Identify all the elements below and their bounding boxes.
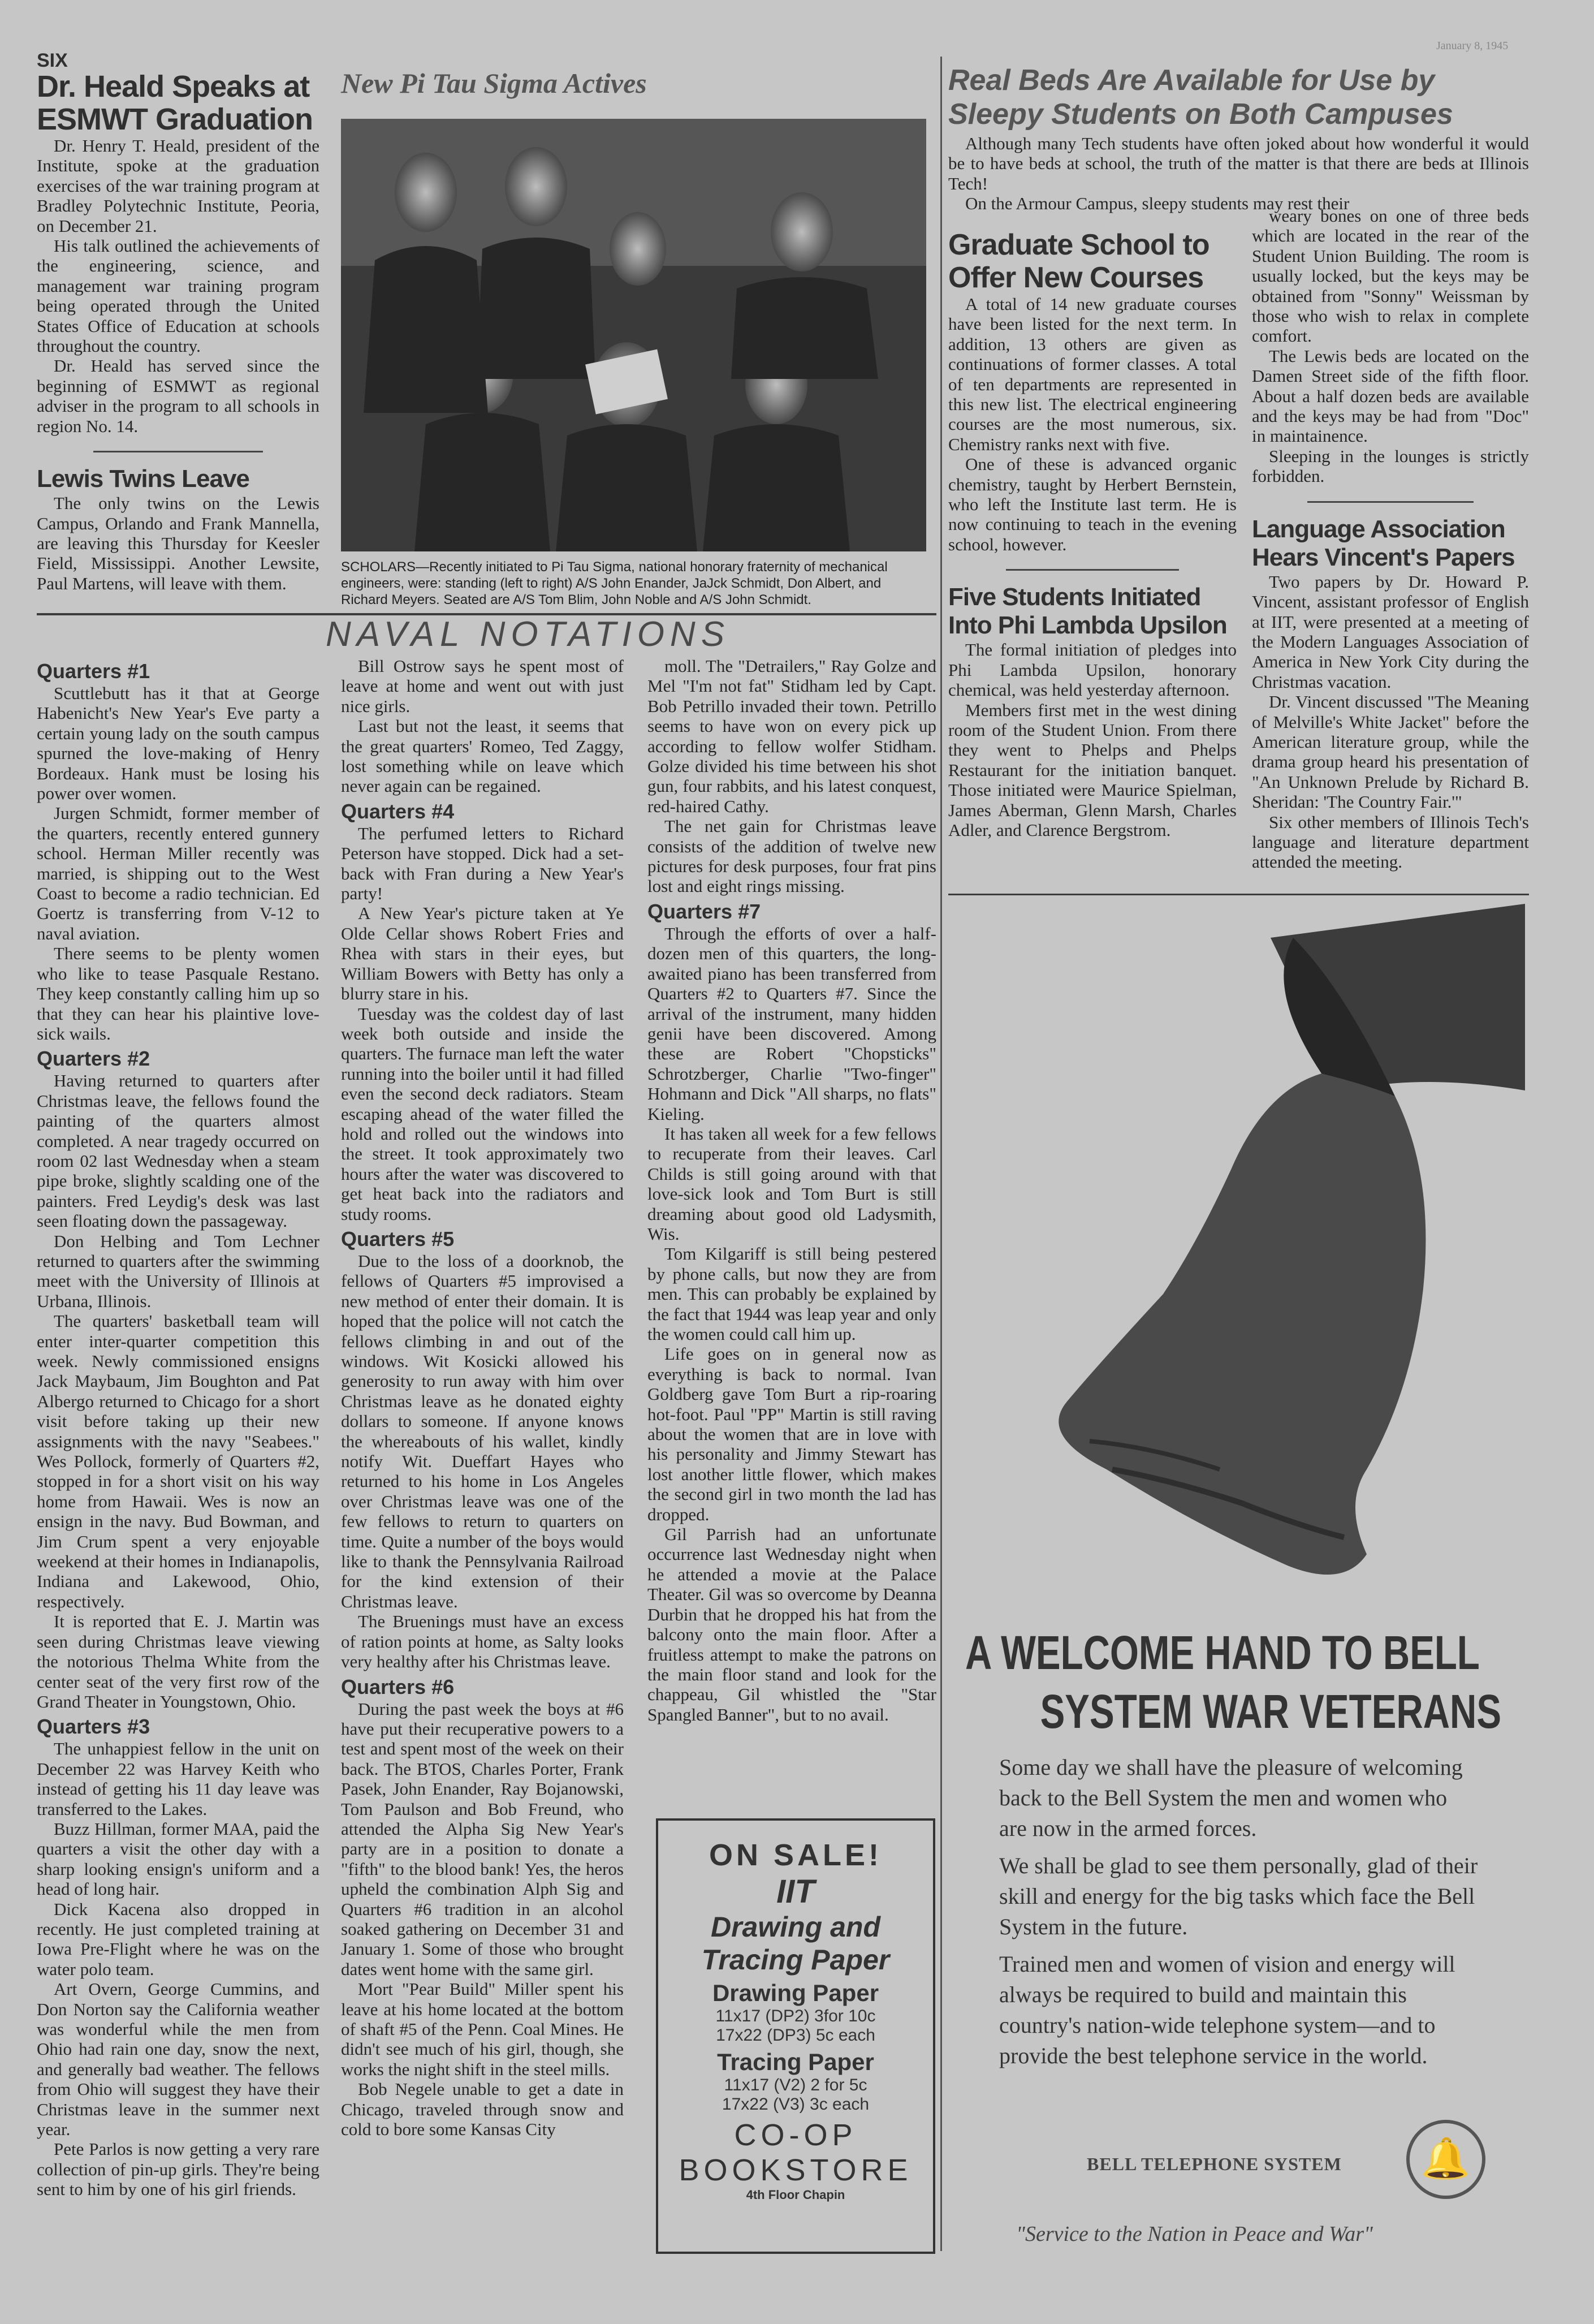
right-col-a [948,228,1237,840]
price-line: 17x22 (V3) 3c each [722,2095,870,2114]
drawing-heading: Drawing Paper [712,1980,879,2006]
paragraph: The quarters' basketball team will enter inter-quarter competition this week. Newly commissioned ensigns Jack Maybaum, Jim Boughton and Pat Albergo returned to Chicago for a short visit before taking up their new assignments with the navy "Seabees." Wes Pollock, formerly of Quarters #2, stopped in for a short visit on his way home from Hawaii. Wes is now an ensign in the navy. Bud Bowman, and Jim Crum spent a very enjoyable weekend at their homes in Indianapolis, Indiana and Lakewood, Ohio, respectively. [37,1311,319,1611]
paragraph: Bob Negele unable to get a date in Chicago, traveled through snow and cold to bore some Kansas City [341,2079,624,2140]
paragraph: Jurgen Schmidt, former member of the quarters, recently entered gunnery school. Herman Miller recently was married, is shipping out to the West Coast to become a radio technician. Ed Goertz is transferring from V-12 to naval aviation. [37,803,319,943]
paragraph: Buzz Hillman, former MAA, paid the quarters a visit the other day with a sharp looking ensign's uniform and a head of long hair. [37,1818,319,1899]
paragraph: On the Armour Campus, sleepy students may rest their [965,193,1350,214]
paragraph: A total of 14 new graduate courses have been listed for the next term. In addition, 13 others are given as continuations of former classes. A total of ten departments are represented in this new list. The electrical engineering courses are the most numerous, six. Chemistry ranks next with five. [948,294,1237,454]
paragraph: Art Overn, George Cummins, and Don Norton say the California weather was wonderful while the men from Ohio had rain one day, snow the next, and generally bad weather. The fellows from Ohio will suggest they have their Christmas leave in the summer next year. [37,1979,319,2140]
paragraph: A New Year's picture taken at Ye Olde Cellar shows Robert Fries and Rhea with stars in their eyes, but William Bowers with Betty has only a blurry stare in his. [341,903,624,1004]
beds-intro [948,133,1529,214]
graduate-headline: Graduate School to Offer New Courses [948,228,1209,294]
language-headline: Language Association Hears Vincent's Papers [1252,515,1515,571]
divider [1006,569,1179,571]
paragraph: Mort "Pear Build" Miller spent his leave at his home located at the bottom of shaft #5 of the Penn. Coal Mines. He didn't see much of his girl, though, she works the night shift in the steel mills. [341,1979,624,2079]
phi-headline: Five Students Initiated Into Phi Lambda Upsilon [948,583,1227,640]
heald-headline: Dr. Heald Speaks at ESMWT Graduation [37,70,313,136]
paragraph: Dr. Henry T. Heald, president of the Institute, spoke at the graduation exercises of the war training program at Bradley Polytechnic Institute, Peoria, on December 21. [37,136,319,236]
paragraph: Tuesday was the coldest day of last week both outside and inside the quarters. The furnace man left the water running into the boiler until it had filled even the second deck radiators. Steam escaping ahead of the water filled the hold and rolled out the windows into the street. It took approximately two hours after the water was discovered to get heat back into the radiators and study rooms. [341,1003,624,1224]
bell-headline [965,1623,1525,1741]
page-number: SIX [37,50,68,71]
section-heading: Quarters #2 [37,1047,150,1071]
pi-tau-sigma-photo [341,119,926,551]
brand-label: IIT [776,1873,815,1910]
paragraph: During the past week the boys at #6 have put their recuperative powers to a test and spent most of the week on their back. The BTOS, Charles Porter, Frank Pasek, John Enander, Ray Bojanowski, Tom Paulson and Bob Freund, who attended the Alpha Sig New Year's party are in a position to donate a "fifth" to the blood bank! Yes, the heros upheld the combination Alph Sig and Quarters #6 tradition in an alcohol soaked gathering on December 31 and January 1. Some of those who brought dates went home with the same girl. [341,1698,624,1979]
paragraph: Having returned to quarters after Christmas leave, the fellows found the painting of the quarters almost completed. A near tragedy occurred on room 02 last Wednesday when a steam pipe broke, slightly scalding one of the painters. Fred Leydig's desk was last seen floating down the passageway. [37,1071,319,1231]
paragraph: Due to the loss of a doorknob, the fellows of Quarters #5 improvised a new method of enter their domain. It is hoped that the police will not catch the fellows climbing in and out of the windows. Wit Kosicki allowed his generosity to run away with him over Christmas leave as he donated eighty dollars to someone. If anyone knows the whereabouts of his wallet, kindly notify Wit. Dueffart Hayes who returned to his home in Los Angeles over Christmas leave was one of the few fellows to return to quarters on time. Quite a number of the boys would like to thank the Pennsylvania Railroad for the kind extension of their Christmas leave. [341,1251,624,1611]
paragraph: His talk outlined the achievements of the engineering, science, and management war training program being operated through the United States Office of Education at schools throughout the country. [37,236,319,356]
paragraph: Scuttlebutt has it that at George Habenicht's New Year's Eve party a certain young lady on the south campus spurned the love-making of Henry Bordeaux. Hank must be losing his power over women. [37,683,319,804]
paragraph: Six other members of Illinois Tech's language and literature department attended the meeting. [1252,812,1529,872]
paragraph: The formal initiation of pledges into Phi Lambda Upsilon, honorary chemical, was held yesterday afternoon. [948,640,1237,700]
paragraph: Dr. Vincent discussed "The Meaning of Melville's White Jacket" before the American literature group, while the drama group heard his presentation of "An Unknown Prelude by Richard B. Sheridan: 'The Country Fair.'" [1252,692,1529,812]
hand-illustration [1027,904,1525,1594]
paragraph: Bill Ostrow says he spent most of leave at home and went out with just nice girls. [341,656,624,716]
phi-body [948,640,1237,840]
heald-article [37,70,319,593]
paragraph: Some day we shall have the pleasure of welcoming back to the Bell System the men and women who are now in the armed forces. [999,1754,1463,1841]
paragraph: Dr. Heald has served since the beginning of ESMWT as regional adviser in the program to all schools in region No. 14. [37,356,319,436]
section-heading: Quarters #5 [341,1227,455,1251]
issue-date: January 8, 1945 [1436,40,1509,52]
section-heading: Quarters #4 [341,799,455,823]
paragraph: It is reported that E. J. Martin was seen during Christmas leave viewing the notorious Thelma White from the center seat of the very first row of the Grand Theater in Youngstown, Ohio. [37,1611,319,1711]
section-heading: Quarters #7 [647,899,761,923]
paragraph: Two papers by Dr. Howard P. Vincent, assistant professor of English at IIT, were presented at a meeting of the Modern Languages Association of America in New York City during the Christmas vacation. [1252,571,1529,692]
group-photo-image [341,119,926,551]
naval-headline: NAVAL NOTATIONS [326,615,731,654]
bell-headline-line: SYSTEM WAR VETERANS [1040,1685,1502,1738]
price-line: 17x22 (DP3) 5c each [716,2026,875,2045]
store-name: BOOKSTORE [679,2153,913,2187]
paragraph: Although many Tech students have often joked about how wonderful it would be to have beds at school, the truth of the matter is that there are beds at Illinois Tech! [948,133,1529,193]
paragraph: One of these is advanced organic chemistry, taught by Herbert Bernstein, who left the Institute last term. He is now continuing to teach in the evening school, however. [948,454,1237,554]
paragraph: The Bruenings must have an excess of ration points at home, as Salty looks very healthy after his Christmas leave. [341,1611,624,1672]
section-divider [948,894,1529,895]
section-heading: Quarters #3 [37,1715,150,1739]
beds-continued [1252,206,1529,486]
bell-ad [948,904,1529,2256]
lewis-body [37,493,319,593]
paragraph: Members first met in the west dining room of the Student Union. From there they went to Phelps and Phelps Restaurant for the initiation banquet. Those initiated were Maurice Spielman, James Aberman, Glenn Marsh, Charles Adler, and Clarence Bergstrom. [948,700,1237,840]
paragraph: Gil Parrish had an unfortunate occurrence last Wednesday night when he attended a movie at the Palace Theater. Gil was so overcome by Deanna Durbin that he dropped his hat from the balcony onto the main floor. After a fruitless attempt to make the patrons on the main floor stand and look for the chappeau, Gil whistled the "Star Spangled Banner", but to no avail. [647,1524,936,1724]
on-sale-label: ON SALE! [709,1838,882,1872]
language-body [1252,572,1529,872]
paragraph: Don Helbing and Tom Lechner returned to quarters after the swimming meet with the University of Illinois at Urbana, Illinois. [37,1231,319,1311]
section-heading: Quarters #6 [341,1675,455,1698]
coop-bookstore-ad [656,1818,935,2254]
paragraph: The net gain for Christmas leave consists of the addition of twelve new pictures for desk purposes, four frat pins lost and eight rings missing. [647,816,936,896]
photo-headline: New Pi Tau Sigma Actives [341,67,647,99]
paragraph: The Lewis beds are located on the Damen Street side of the fifth floor. About a half dozen beds are available and the keys may be had from "Doc" in maintainence. [1252,346,1529,446]
lewis-headline: Lewis Twins Leave [37,465,249,493]
divider [93,451,263,452]
paragraph: Pete Parlos is now getting a very rare collection of pin-up girls. They're being sent to him by one of his girl friends. [37,2139,319,2200]
paragraph: Last but not the least, it seems that the great quarters' Romeo, Ted Zaggy, lost something while on leave which never again can be regained. [341,716,624,796]
paragraph: Tom Kilgariff is still being pestered by phone calls, but now they are from men. This can probably be explained by the fact that 1944 was leap year and only the women could call him up. [647,1244,936,1344]
naval-col-2 [341,656,624,2139]
bell-signature: BELL TELEPHONE SYSTEM [1087,2154,1342,2174]
naval-col-3 [647,656,936,1724]
right-col-b [1252,206,1529,872]
divider [1307,501,1474,503]
paragraph: Life goes on in general now as everything is back to normal. Ivan Goldberg gave Tom Burt a rip-roaring hot-foot. Paul "PP" Martin is still raving about the women that are in love with his personality and Jimmy Stewart has lost another little flower, which makes the second girl in two month the lad has dropped. [647,1344,936,1524]
bell-body [999,1752,1480,2078]
section-heading: Quarters #1 [37,659,150,683]
paragraph: The perfumed letters to Richard Peterson have stopped. Dick had a set-back with Fran during a New Year's party! [341,823,624,904]
column-rule [940,57,942,2251]
heald-body [37,136,319,436]
ad-title: Drawing and Tracing Paper [701,1911,890,1976]
paragraph: We shall be glad to see them personally, glad of their skill and energy for the big tasks which face the Bell System in the future. [999,1853,1478,1939]
price-line: 11x17 (DP2) 3for 10c [715,2007,876,2025]
paragraph: Through the efforts of over a half-dozen men of this quarters, the long-awaited piano has been transferred from Quarters #2 to Quarters #7. Since the arrival of the instrument, many hidden genii have been discovered. Among these are Robert "Chopsticks" Schrotzberger, Charlie "Two-finger" Hohmann and Dick "All sharps, no flats" Kieling. [647,923,936,1124]
price-line: 11x17 (V2) 2 for 5c [724,2076,867,2094]
store-name: CO-OP [734,2118,857,2152]
paragraph: There seems to be plenty women who like to tease Pasquale Restano. They keep constantly calling him up so that they can hear his plaintive love-sick wails. [37,943,319,1044]
bell-headline-line: A WELCOME HAND TO BELL [965,1626,1480,1679]
graduate-body [948,294,1237,554]
tracing-heading: Tracing Paper [717,2049,874,2075]
paragraph: The unhappiest fellow in the unit on December 22 was Harvey Keith who instead of getting his 11 day leave was transferred to the Lakes. [37,1739,319,1819]
paragraph: The only twins on the Lewis Campus, Orlando and Frank Mannella, are leaving this Thursday for Keesler Field, Mississippi. Another Lewsite, Paul Martens, will leave with them. [37,493,319,593]
beds-headline: Real Beds Are Available for Use by Sleepy Students on Both Campuses [948,64,1453,131]
paragraph: weary bones on one of three beds which are located in the rear of the Student Union Building. The room is usually locked, but the keys may be obtained from "Sonny" Weissman by those who wish to relax in complete comfort. [1252,206,1529,346]
naval-col-1 [37,656,319,2200]
paragraph: Trained men and women of vision and energy will always be required to build and maintain this country's nation-wide telephone system—and to provide the best telephone service in the world. [999,1951,1455,2068]
store-location: 4th Floor Chapin [746,2188,845,2202]
paragraph: It has taken all week for a few fellows to recuperate from their leaves. Carl Childs is still going around with that love-sick look and Tom Burt is still dreaming about good old Ladysmith, Wis. [647,1123,936,1244]
photo-caption: SCHOLARS—Recently initiated to Pi Tau Sigma, national honorary fraternity of mechanical engineers, were: standing (left to right) A/S John Enander, JaJck Schmidt, Don Albert, and Richard Meyers. Seated are A/S Tom Blim, John Noble and A/S John Schmidt. [341,559,888,607]
paragraph: Dick Kacena also dropped in recently. He just completed training at Iowa Pre-Flight where he was on the water polo team. [37,1899,319,1979]
bell-logo: 🔔 [1406,2120,1485,2199]
paragraph: moll. The "Detrailers," Ray Golze and Mel "I'm not fat" Stidham led by Capt. Bob Petrillo invaded their town. Petrillo seems to have won on every pick up according to fellow wolfer Stidham. Golze divided his time between his shot gun, four rabbits, and his latest conquest, red-haired Cathy. [647,656,936,816]
bell-slogan: "Service to the Nation in Peace and War" [1016,2222,1373,2246]
paragraph: Sleeping in the lounges is strictly forbidden. [1252,446,1529,486]
